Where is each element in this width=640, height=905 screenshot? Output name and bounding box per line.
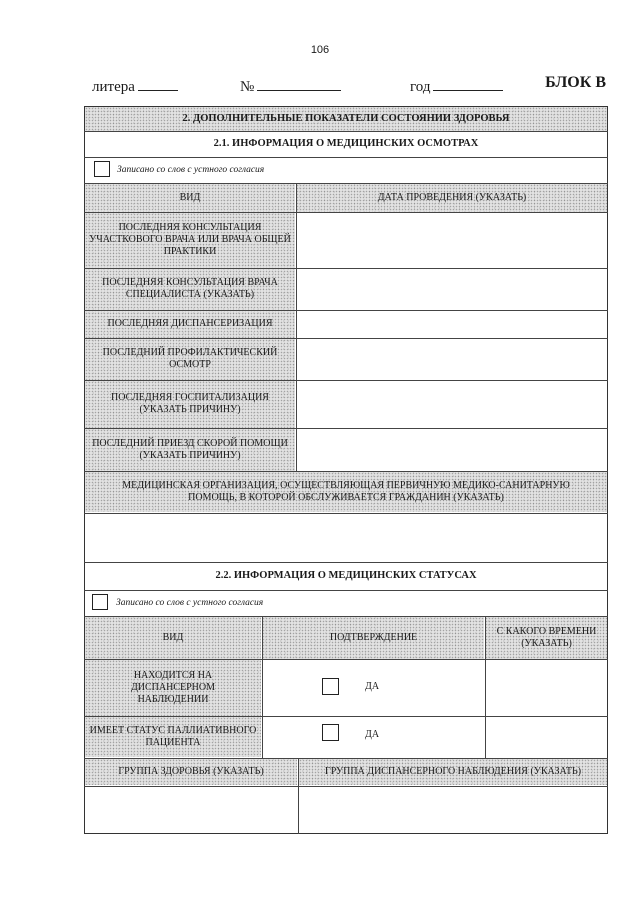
exam-date-cell[interactable] (297, 269, 607, 310)
exam-date-cell[interactable] (297, 381, 607, 428)
consent-note-2: Записано со слов с устного согласия (116, 598, 264, 608)
status-col-since-header: С КАКОГО ВРЕМЕНИ (УКАЗАТЬ) (496, 625, 597, 649)
litera-input-line[interactable] (138, 76, 178, 91)
status-row-label: НАХОДИТСЯ НА ДИСПАНСЕРНОМ НАБЛЮДЕНИИ (130, 669, 216, 705)
status-confirm-checkbox[interactable] (322, 724, 339, 741)
consent-note-1: Записано со слов с устного согласия (117, 165, 265, 175)
status-confirm-label: ДА (365, 681, 380, 692)
health-group-label: ГРУППА ЗДОРОВЬЯ (УКАЗАТЬ) (118, 766, 264, 777)
block-label: БЛОК В (545, 74, 606, 91)
number-input-line[interactable] (257, 76, 341, 91)
status-col-confirm-header: ПОДТВЕРЖДЕНИЕ (329, 631, 418, 643)
status-confirm-checkbox[interactable] (322, 678, 339, 695)
dispensary-group-input-cell[interactable] (299, 787, 607, 833)
number-label: № (240, 79, 255, 95)
exam-row-label: ПОСЛЕДНИЙ ПРОФИЛАКТИЧЕСКИЙ ОСМОТР (102, 347, 278, 370)
exam-row-label: ПОСЛЕДНИЙ ПРИЕЗД СКОРОЙ ПОМОЩИ (УКАЗАТЬ ПРИЧИНУ) (92, 437, 288, 461)
page-number: 106 (310, 44, 330, 56)
consent-checkbox-1[interactable] (94, 161, 110, 177)
health-group-input-cell[interactable] (85, 787, 297, 833)
number-field (240, 76, 341, 96)
exam-date-cell[interactable] (297, 311, 607, 338)
status-row-label: ИМЕЕТ СТАТУС ПАЛЛИАТИВНОГО ПАЦИЕНТА (89, 725, 257, 748)
year-field (410, 76, 503, 96)
section-title: 2. ДОПОЛНИТЕЛЬНЫЕ ПОКАЗАТЕЛИ СОСТОЯНИИ ЗДОРОВЬЯ (182, 113, 510, 124)
organization-label: МЕДИЦИНСКАЯ ОРГАНИЗАЦИЯ, ОСУЩЕСТВЛЯЮЩАЯ ПЕРВИЧНУЮ МЕДИКО-САНИТАРНУЮ ПОМОЩЬ, В КОТОРОЙ ОБСЛУЖИВАЕТСЯ ГРАЖДАНИН (УКАЗАТЬ) (122, 480, 570, 503)
dispensary-group-label: ГРУППА ДИСПАНСЕРНОГО НАБЛЮДЕНИЯ (УКАЗАТЬ) (324, 766, 582, 777)
litera-label: литера (92, 79, 135, 95)
section2-title: 2.2. ИНФОРМАЦИЯ О МЕДИЦИНСКИХ СТАТУСАХ (215, 570, 477, 581)
organization-input-cell[interactable] (85, 514, 607, 562)
status-since-cell[interactable] (486, 660, 607, 716)
status-confirm-label: ДА (365, 729, 380, 740)
exam-row-label: ПОСЛЕДНЯЯ ГОСПИТАЛИЗАЦИЯ (УКАЗАТЬ ПРИЧИНУ) (111, 392, 269, 415)
col-date-header: ДАТА ПРОВЕДЕНИЯ (УКАЗАТЬ) (377, 191, 527, 203)
year-label: год (410, 79, 431, 95)
status-col-type-header: ВИД (162, 631, 184, 643)
exam-row-label: ПОСЛЕДНЯЯ КОНСУЛЬТАЦИЯ ВРАЧА СПЕЦИАЛИСТА (УКАЗАТЬ) (102, 277, 278, 300)
year-input-line[interactable] (433, 76, 503, 91)
col-type-header: ВИД (179, 191, 201, 203)
exam-date-cell[interactable] (297, 213, 607, 268)
divider (262, 616, 263, 758)
exam-row-label: ПОСЛЕДНЯЯ КОНСУЛЬТАЦИЯ УЧАСТКОВОГО ВРАЧА ИЛИ ВРАЧА ОБЩЕЙ ПРАКТИКИ (89, 222, 291, 257)
exam-row-label: ПОСЛЕДНЯЯ ДИСПАНСЕРИЗАЦИЯ (107, 318, 273, 329)
exam-date-cell[interactable] (297, 339, 607, 380)
status-since-cell[interactable] (486, 717, 607, 758)
litera-field (92, 76, 178, 96)
exam-date-cell[interactable] (297, 429, 607, 471)
section1-title: 2.1. ИНФОРМАЦИЯ О МЕДИЦИНСКИХ ОСМОТРАХ (213, 138, 479, 149)
consent-checkbox-2[interactable] (92, 594, 108, 610)
